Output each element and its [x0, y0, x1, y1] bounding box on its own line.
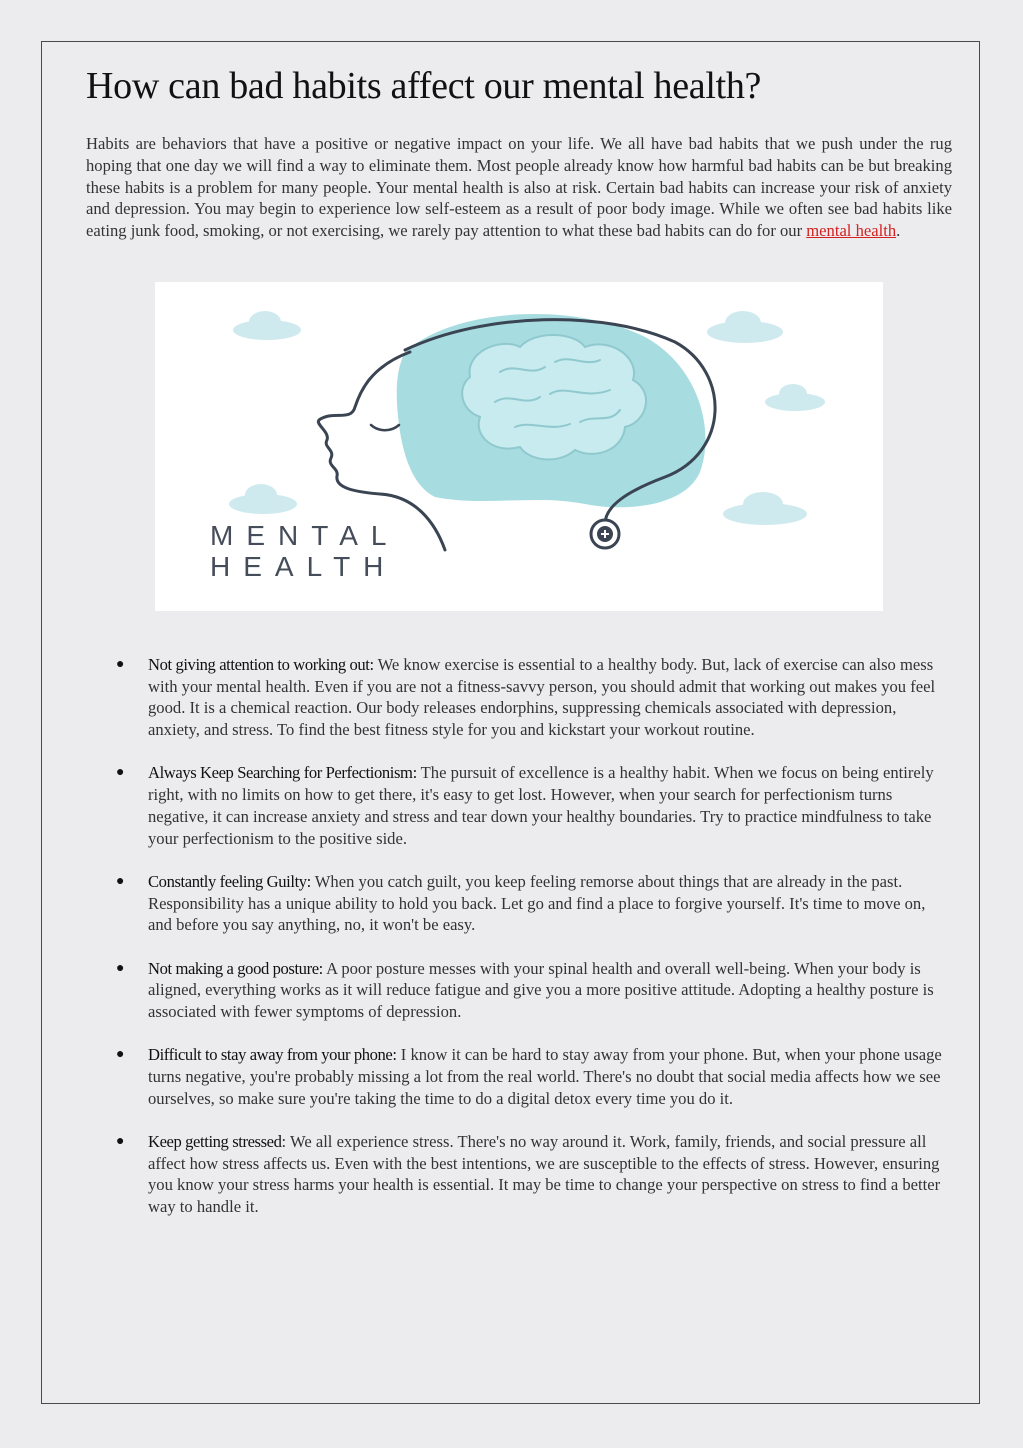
- bullet-icon: ●: [116, 1047, 125, 1063]
- list-item-text: A poor posture messes with your spinal health and overall well-being. When your body is aligned, everything works as it will reduce fatigue and give you a more positive attitude. Adopting a healthy posture is associated with fewer symptoms of depression.: [148, 958, 934, 1021]
- document-page: [41, 41, 980, 1404]
- list-item: [112, 762, 944, 849]
- bullet-icon: ●: [116, 873, 125, 889]
- list-item-heading: Not making a good posture:: [148, 958, 323, 978]
- mental-health-link[interactable]: mental health: [806, 221, 897, 241]
- list-item-text: We know exercise is essential to a healthy body. But, lack of exercise can also mess with your mental health. Even if you are not a fitness-savvy person, you should admit that working out makes you feel good. It is a chemical reaction. Our body releases endorphins, suppressing chemicals associated with depression, anxiety, and stress. To find the best fitness style for you and kickstart your workout routine.: [148, 655, 936, 740]
- bad-habits-list: [112, 654, 944, 1239]
- list-item: [112, 1044, 944, 1109]
- list-item: [112, 1131, 944, 1218]
- list-item-text: : We all experience stress. There's no way around it. Work, family, friends, and social pressure all affect how stress affects us. Even with the best intentions, we are susceptible to the effects of stress. However, ensuring you know your stress harms your health is essential. It may be time to change your perspective on stress to find a better way to handle it.: [148, 1131, 941, 1217]
- list-item-heading: Keep getting stressed: [148, 1131, 282, 1151]
- health-text: HEALTH: [210, 551, 397, 582]
- brain-shape: [462, 335, 646, 459]
- bullet-icon: ●: [116, 657, 125, 672]
- bullet-icon: ●: [116, 765, 125, 781]
- mental-health-illustration: [155, 282, 883, 611]
- bullet-icon: ●: [116, 960, 125, 976]
- intro-paragraph: [86, 133, 952, 242]
- page-title: How can bad habits affect our mental health?: [86, 65, 762, 107]
- list-item: [112, 871, 944, 936]
- list-item-heading: Constantly feeling Guilty:: [148, 871, 311, 891]
- list-item-text: The pursuit of excellence is a healthy habit. When we focus on being entirely right, with no limits on how to get there, it's easy to get lost. However, when your search for perfectionism turns negative, it can increase anxiety and stress and tear down your healthy boundaries. Try to practice mindfulness to take your perfectionism to the positive side.: [148, 763, 934, 848]
- mental-health-head-icon: [155, 282, 883, 611]
- list-item-heading: Difficult to stay away from your phone:: [148, 1045, 397, 1065]
- list-item-text: I know it can be hard to stay away from your phone. But, when your phone usage turns negative, you're probably missing a lot from the real world. There's no doubt that social media affects how we see ourselves, so make sure you're taking the time to do a digital detox every time you do it.: [148, 1045, 942, 1108]
- intro-text: Habits are behaviors that have a positive or negative impact on your life. We all have bad habits that we push under the rug hoping that one day we will find a way to eliminate them. Most people already know how harmful bad habits can be but breaking these habits is a problem for many people. Your mental health is also at risk. Certain bad habits can increase your risk of anxiety and depression. You may begin to experience low self-esteem as a result of poor body image. While we often see bad habits like eating junk food, smoking, or not exercising, we rarely pay attention to what these bad habits can do for our: [86, 134, 952, 241]
- mental-text: MENTAL: [210, 520, 400, 551]
- list-item-heading: Not giving attention to working out:: [148, 655, 374, 674]
- bullet-icon: ●: [116, 1133, 125, 1149]
- list-item-heading: Always Keep Searching for Perfectionism:: [148, 763, 417, 783]
- list-item: [112, 654, 944, 741]
- list-item-text: When you catch guilt, you keep feeling remorse about things that are already in the past. Responsibility has a unique ability to hold you back. Let go and find a place to forgive yourself. It's time to move on, and before you say anything, no, it won't be easy.: [148, 871, 926, 935]
- intro-end: .: [896, 221, 901, 241]
- list-item: [112, 958, 944, 1023]
